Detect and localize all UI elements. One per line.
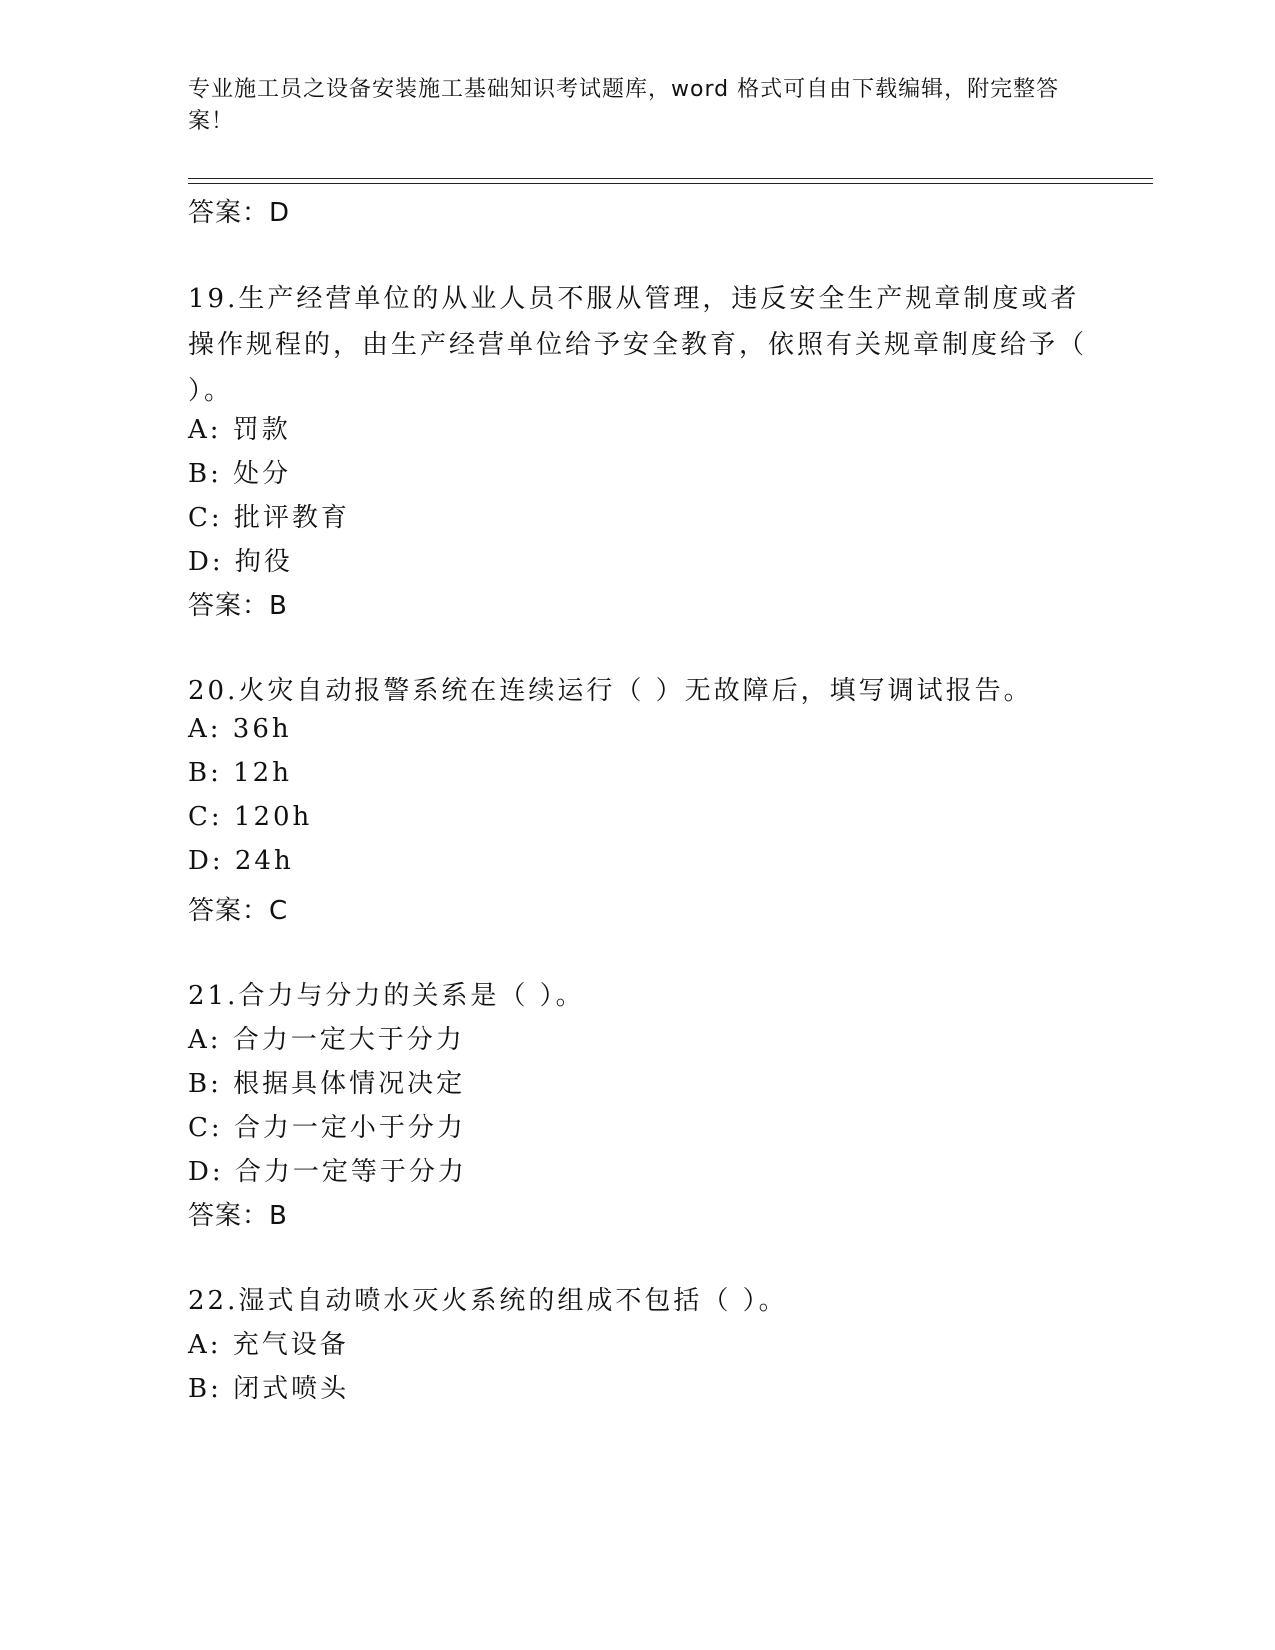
answer-line: 答案：B: [188, 591, 288, 621]
option-d: D: 拘役: [188, 547, 293, 577]
option-a: A: 罚款: [188, 415, 291, 445]
option-b: B: 处分: [188, 459, 292, 489]
answer-line: 答案：C: [188, 896, 289, 926]
header-rule-bottom: [188, 183, 1153, 184]
document-header: 专业施工员之设备安装施工基础知识考试题库，word 格式可自由下载编辑，附完整答案！: [188, 77, 1060, 134]
option-c: C: 合力一定小于分力: [188, 1113, 466, 1143]
option-b: B: 12h: [188, 758, 292, 788]
question-stem: 19.生产经营单位的从业人员不服从管理，违反安全生产规章制度或者操作规程的，由生产经营单位给予安全教育，依照有关规章制度给予（ ）。: [188, 284, 1088, 406]
option-b: B: 闭式喷头: [188, 1374, 350, 1404]
option-a: A: 合力一定大于分力: [188, 1025, 465, 1055]
option-c: C: 120h: [188, 802, 313, 832]
header-rule-top: [188, 178, 1153, 179]
option-a: A: 36h: [188, 714, 292, 744]
option-d: D: 24h: [188, 846, 294, 876]
answer-line: 答案：B: [188, 1201, 288, 1231]
answer-line: 答案：D: [188, 198, 291, 228]
option-a: A: 充气设备: [188, 1330, 349, 1360]
question-stem: 20.火灾自动报警系统在连续运行（ ）无故障后，填写调试报告。: [188, 676, 1033, 706]
option-b: B: 根据具体情况决定: [188, 1069, 466, 1099]
question-stem: 22.湿式自动喷水灭火系统的组成不包括（ ）。: [188, 1286, 788, 1316]
option-c: C: 批评教育: [188, 503, 350, 533]
question-stem: 21.合力与分力的关系是（ ）。: [188, 981, 585, 1011]
option-d: D: 合力一定等于分力: [188, 1157, 467, 1187]
